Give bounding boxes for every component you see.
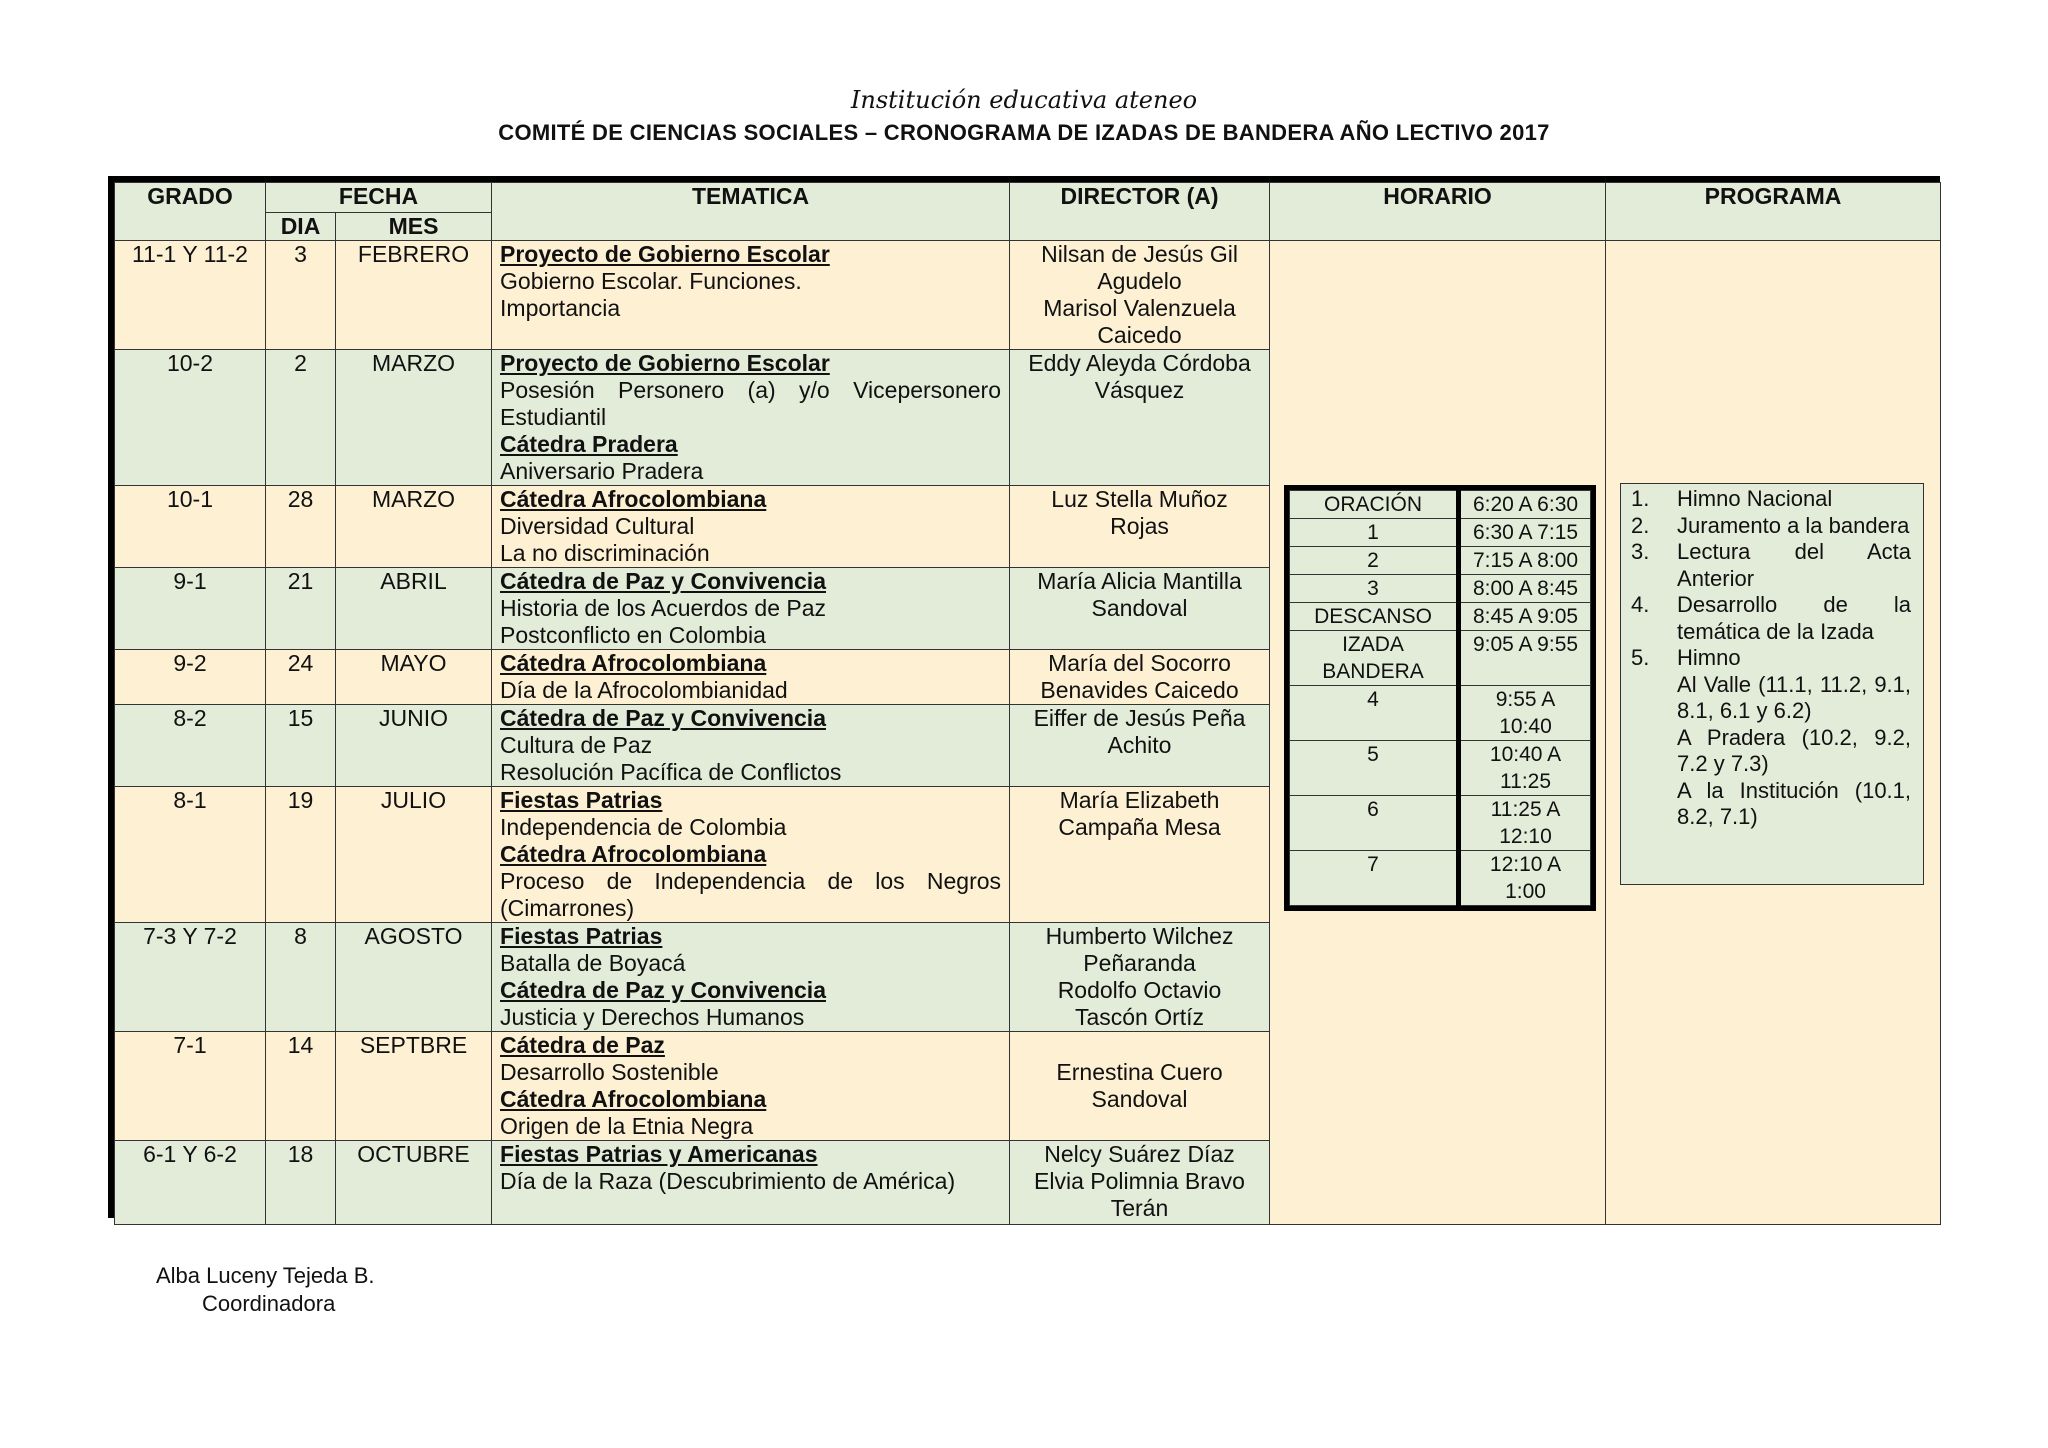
director-line: Nilsan de Jesús Gil: [1041, 241, 1238, 267]
horario-period: 5: [1290, 741, 1459, 796]
programa-item: [1631, 672, 1911, 725]
tematica-title: Cátedra Afrocolombiana: [500, 1086, 767, 1112]
horario-cell: [1270, 241, 1606, 1225]
tematica-line: Batalla de Boyacá: [500, 950, 686, 976]
dia-cell: 24: [266, 650, 336, 705]
col-header-mes: MES: [336, 213, 492, 241]
horario-time: 10:40 A 11:25: [1459, 741, 1591, 796]
director-line: Ernestina Cuero: [1056, 1059, 1223, 1085]
tematica-title: Cátedra de Paz y Convivencia: [500, 705, 826, 731]
programa-item: [1631, 592, 1911, 645]
director-cell: [1010, 486, 1270, 568]
tematica-line: Posesión Personero (a) y/o Vicepersonero Estudiantil: [500, 377, 1002, 430]
schedule-table: [108, 176, 1940, 1221]
horario-period: 6: [1290, 796, 1459, 851]
horario-row: [1290, 851, 1591, 906]
director-line: Sandoval: [1091, 1086, 1188, 1112]
dia-cell: 8: [266, 923, 336, 1032]
director-line: Agudelo: [1097, 268, 1182, 294]
programa-item-text: Himno Nacional: [1677, 486, 1833, 511]
horario-time: 8:45 A 9:05: [1459, 603, 1591, 631]
horario-period: 4: [1290, 686, 1459, 741]
mes-cell: FEBRERO: [336, 241, 492, 350]
programa-item-text: Desarrollo de la temática de la Izada: [1677, 592, 1912, 644]
director-line: Rodolfo Octavio: [1057, 977, 1222, 1003]
tematica-cell: [492, 568, 1010, 650]
signature-role: Coordinadora: [202, 1291, 336, 1316]
tematica-title: Cátedra de Paz y Convivencia: [500, 568, 826, 594]
director-line: Tascón Ortíz: [1074, 1004, 1205, 1030]
horario-row: [1290, 686, 1591, 741]
tematica-title: Fiestas Patrias: [500, 787, 663, 813]
col-header-dia: DIA: [266, 213, 336, 241]
horario-time: 11:25 A 12:10: [1459, 796, 1591, 851]
mes-cell: JUNIO: [336, 705, 492, 787]
mes-cell: MARZO: [336, 350, 492, 486]
director-line: Luz Stella Muñoz: [1051, 486, 1228, 512]
tematica-line: Resolución Pacífica de Conflictos: [500, 759, 842, 785]
mes-cell: JULIO: [336, 787, 492, 923]
programa-item: [1631, 725, 1911, 778]
programa-item-number: [1631, 725, 1677, 778]
col-header-tematica: TEMATICA: [492, 183, 1010, 241]
tematica-cell: [492, 705, 1010, 787]
programa-item-number: 5.: [1631, 645, 1650, 670]
director-line: Eddy Aleyda Córdoba: [1028, 350, 1251, 376]
horario-period: ORACIÓN: [1290, 491, 1459, 519]
programa-item-number: 3.: [1631, 539, 1650, 564]
horario-row: [1290, 519, 1591, 547]
programa-cell: [1606, 241, 1941, 1225]
horario-row: [1290, 547, 1591, 575]
director-line: Marisol Valenzuela: [1043, 295, 1236, 321]
dia-cell: 15: [266, 705, 336, 787]
institution-name: Institución educativa ateneo: [850, 86, 1198, 114]
page-title: COMITÉ DE CIENCIAS SOCIALES – CRONOGRAMA DE IZADAS DE BANDERA AÑO LECTIVO 2017: [498, 120, 1550, 145]
director-line: María Alicia Mantilla: [1037, 568, 1242, 594]
dia-cell: 21: [266, 568, 336, 650]
grado-cell: 7-1: [115, 1032, 266, 1141]
programa-item-text: Al Valle (11.1, 11.2, 9.1, 8.1, 6.1 y 6.2): [1677, 671, 1912, 723]
programa-item: [1631, 645, 1911, 672]
tematica-title: Cátedra de Paz: [500, 1032, 665, 1058]
director-line: Nelcy Suárez Díaz: [1044, 1141, 1235, 1167]
grado-cell: 8-2: [115, 705, 266, 787]
horario-period: 3: [1290, 575, 1459, 603]
horario-period: IZADA BANDERA: [1290, 631, 1459, 686]
horario-period: 2: [1290, 547, 1459, 575]
tematica-title: Proyecto de Gobierno Escolar: [500, 350, 830, 376]
director-line: Achito: [1107, 732, 1172, 758]
col-header-grado: GRADO: [115, 183, 266, 241]
horario-box: [1284, 485, 1596, 911]
programa-item: [1631, 486, 1911, 513]
programa-item-number: 4.: [1631, 592, 1650, 617]
mes-cell: AGOSTO: [336, 923, 492, 1032]
grado-cell: 9-1: [115, 568, 266, 650]
director-line: Elvia Polimnia Bravo: [1034, 1168, 1245, 1194]
horario-time: 9:55 A 10:40: [1459, 686, 1591, 741]
programa-box: [1620, 483, 1924, 885]
director-line: Terán: [1110, 1195, 1169, 1221]
tematica-title: Fiestas Patrias: [500, 923, 663, 949]
horario-time: 9:05 A 9:55: [1459, 631, 1591, 686]
grado-cell: 7-3 Y 7-2: [115, 923, 266, 1032]
director-cell: [1010, 650, 1270, 705]
grado-cell: 10-2: [115, 350, 266, 486]
director-line: [1018, 1032, 1261, 1059]
grado-cell: 10-1: [115, 486, 266, 568]
col-header-programa: PROGRAMA: [1606, 183, 1941, 241]
programa-item-text: Himno: [1677, 645, 1741, 670]
programa-item-number: [1631, 778, 1677, 831]
programa-item-text: A la Institución (10.1, 8.2, 7.1): [1677, 777, 1912, 829]
tematica-title: Cátedra Afrocolombiana: [500, 650, 767, 676]
dia-cell: 18: [266, 1141, 336, 1225]
horario-time: 6:30 A 7:15: [1459, 519, 1591, 547]
mes-cell: MAYO: [336, 650, 492, 705]
director-line: Eiffer de Jesús Peña: [1033, 705, 1246, 731]
director-line: María del Socorro: [1048, 650, 1231, 676]
tematica-line: Cultura de Paz: [500, 732, 653, 758]
grado-cell: 11-1 Y 11-2: [115, 241, 266, 350]
director-cell: [1010, 705, 1270, 787]
tematica-line: Día de la Afrocolombianidad: [500, 677, 788, 703]
tematica-title: Proyecto de Gobierno Escolar: [500, 241, 830, 267]
horario-row: [1290, 631, 1591, 686]
mes-cell: OCTUBRE: [336, 1141, 492, 1225]
horario-period: 1: [1290, 519, 1459, 547]
programa-item-text: Juramento a la bandera: [1677, 512, 1910, 538]
dia-cell: 28: [266, 486, 336, 568]
tematica-cell: [492, 923, 1010, 1032]
programa-item-text: Lectura del Acta Anterior: [1677, 539, 1912, 591]
tematica-line: Diversidad Cultural: [500, 513, 695, 539]
tematica-line: La no discriminación: [500, 540, 710, 566]
director-line: Vásquez: [1094, 377, 1185, 403]
director-cell: [1010, 1032, 1270, 1141]
tematica-title: Cátedra de Paz y Convivencia: [500, 977, 826, 1003]
tematica-cell: [492, 1141, 1010, 1225]
signature-block: [156, 1262, 375, 1318]
tematica-cell: [492, 486, 1010, 568]
director-line: Rojas: [1110, 513, 1169, 539]
programa-item: [1631, 778, 1911, 831]
director-line: María Elizabeth: [1059, 787, 1220, 813]
director-cell: [1010, 923, 1270, 1032]
tematica-title: Fiestas Patrias y Americanas: [500, 1141, 818, 1167]
tematica-cell: [492, 241, 1010, 350]
director-line: Caicedo: [1097, 322, 1182, 348]
director-cell: [1010, 1141, 1270, 1225]
tematica-line: Gobierno Escolar. Funciones.: [500, 268, 802, 294]
tematica-cell: [492, 1032, 1010, 1141]
programa-item: [1631, 513, 1911, 540]
programa-item-text: A Pradera (10.2, 9.2, 7.2 y 7.3): [1677, 724, 1912, 776]
horario-time: 12:10 A 1:00: [1459, 851, 1591, 906]
horario-time: 7:15 A 8:00: [1459, 547, 1591, 575]
horario-row: [1290, 575, 1591, 603]
horario-row: [1290, 603, 1591, 631]
grado-cell: 9-2: [115, 650, 266, 705]
director-cell: [1010, 350, 1270, 486]
grado-cell: 8-1: [115, 787, 266, 923]
tematica-line: Desarrollo Sostenible: [500, 1059, 719, 1085]
tematica-line: Aniversario Pradera: [500, 458, 704, 484]
tematica-line: Historia de los Acuerdos de Paz: [500, 595, 827, 621]
director-line: Campaña Mesa: [1058, 814, 1221, 840]
director-line: Peñaranda: [1083, 950, 1196, 976]
horario-row: [1290, 796, 1591, 851]
dia-cell: 14: [266, 1032, 336, 1141]
col-header-fecha: FECHA: [266, 183, 492, 213]
tematica-cell: [492, 350, 1010, 486]
tematica-cell: [492, 650, 1010, 705]
director-line: Humberto Wilchez: [1045, 923, 1234, 949]
mes-cell: ABRIL: [336, 568, 492, 650]
tematica-line: Postconflicto en Colombia: [500, 622, 766, 648]
dia-cell: 2: [266, 350, 336, 486]
tematica-line: Independencia de Colombia: [500, 814, 787, 840]
director-cell: [1010, 787, 1270, 923]
tematica-line: Justicia y Derechos Humanos: [500, 1004, 805, 1030]
programa-item-number: [1631, 672, 1677, 725]
programa-item: [1631, 539, 1911, 592]
mes-cell: SEPTBRE: [336, 1032, 492, 1141]
dia-cell: 19: [266, 787, 336, 923]
horario-period: 7: [1290, 851, 1459, 906]
tematica-line: Día de la Raza (Descubrimiento de América): [500, 1168, 956, 1194]
horario-row: [1290, 741, 1591, 796]
director-line: Sandoval: [1091, 595, 1188, 621]
signature-name: Alba Luceny Tejeda B.: [156, 1263, 375, 1288]
col-header-director: DIRECTOR (A): [1010, 183, 1270, 241]
tematica-title: Cátedra Pradera: [500, 431, 678, 457]
tematica-title: Cátedra Afrocolombiana: [500, 841, 767, 867]
programa-item-number: 1.: [1631, 486, 1650, 511]
horario-row: [1290, 491, 1591, 519]
mes-cell: MARZO: [336, 486, 492, 568]
director-cell: [1010, 241, 1270, 350]
tematica-line: Importancia: [500, 295, 621, 321]
tematica-line: Proceso de Independencia de los Negros (Cimarrones): [500, 868, 1002, 921]
tematica-title: Cátedra Afrocolombiana: [500, 486, 767, 512]
grado-cell: 6-1 Y 6-2: [115, 1141, 266, 1225]
horario-time: 6:20 A 6:30: [1459, 491, 1591, 519]
dia-cell: 3: [266, 241, 336, 350]
tematica-cell: [492, 787, 1010, 923]
director-cell: [1010, 568, 1270, 650]
horario-period: DESCANSO: [1290, 603, 1459, 631]
tematica-line: Origen de la Etnia Negra: [500, 1113, 754, 1139]
col-header-horario: HORARIO: [1270, 183, 1606, 241]
horario-time: 8:00 A 8:45: [1459, 575, 1591, 603]
director-line: Benavides Caicedo: [1040, 677, 1239, 703]
programa-item-number: 2.: [1631, 512, 1650, 538]
table-row: [115, 241, 1941, 350]
